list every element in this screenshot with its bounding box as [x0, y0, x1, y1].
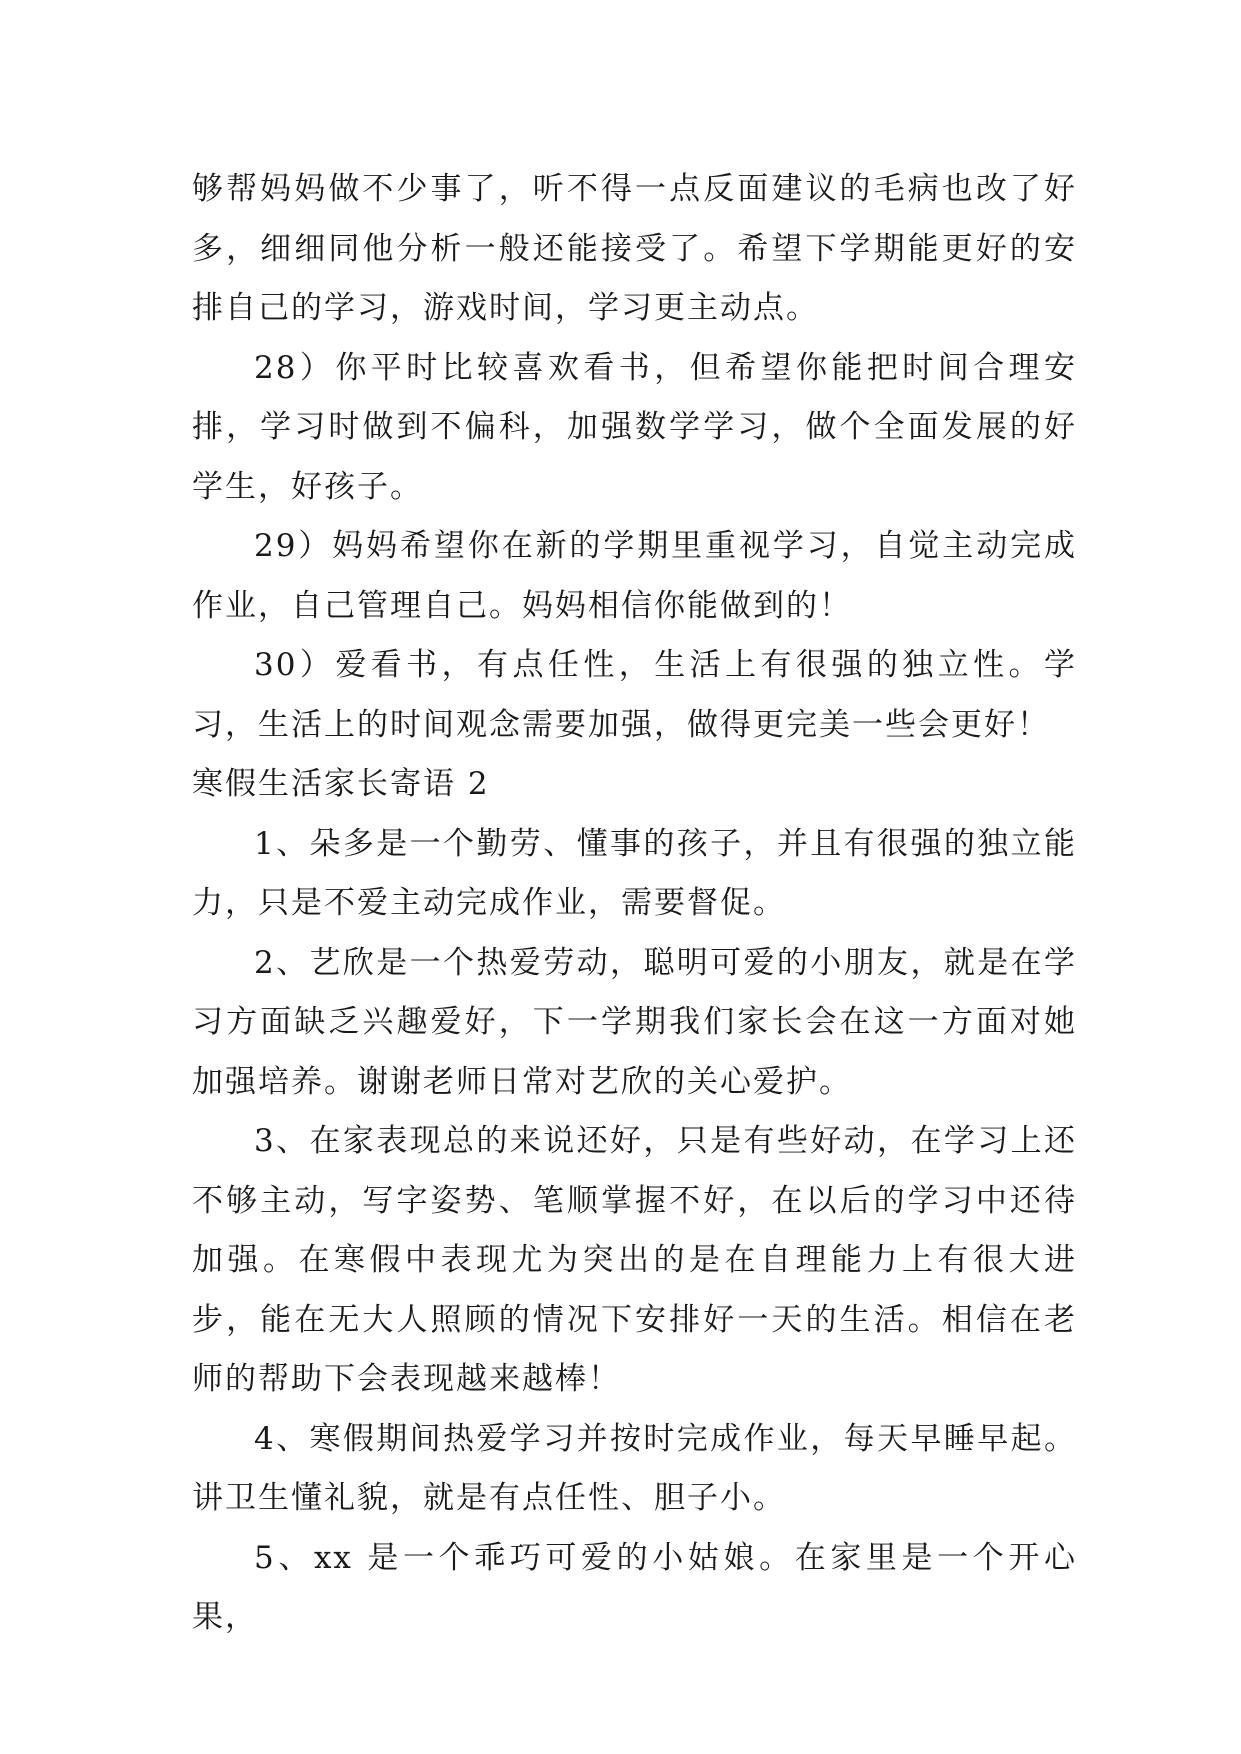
paragraph-item-3: 3、在家表现总的来说还好，只是有些好动，在学习上还不够主动，写字姿势、笔顺掌握不好，在以后的学习中还待加强。在寒假中表现尤为突出的是在自理能力上有很大进步，能在无大人照顾的情况下安排好一天的生活。相信在老师的帮助下会表现越来越棒！ — [192, 1123, 1077, 1397]
paragraph-item-4: 4、寒假期间热爱学习并按时完成作业，每天早睡早起。讲卫生懂礼貌，就是有点任性、胆子小。 — [192, 1420, 1077, 1516]
section-heading: 寒假生活家长寄语 2 — [192, 766, 490, 802]
paragraph-item-30: 30）爱看书，有点任性，生活上有很强的独立性。学习，生活上的时间观念需要加强，做得更完美一些会更好！ — [192, 647, 1077, 743]
document-body — [192, 160, 1077, 1648]
paragraph-item-29: 29）妈妈希望你在新的学期里重视学习，自觉主动完成作业，自己管理自己。妈妈相信你能做到的！ — [192, 528, 1077, 624]
paragraph-item-5: 5、xx 是一个乖巧可爱的小姑娘。在家里是一个开心果， — [192, 1539, 1077, 1635]
paragraph-item-28: 28）你平时比较喜欢看书，但希望你能把时间合理安排，学习时做到不偏科，加强数学学习，做个全面发展的好学生，好孩子。 — [192, 349, 1077, 505]
paragraph-item-2: 2、艺欣是一个热爱劳动，聪明可爱的小朋友，就是在学习方面缺乏兴趣爱好，下一学期我们家长会在这一方面对她加强培养。谢谢老师日常对艺欣的关心爱护。 — [192, 944, 1077, 1100]
paragraph-continued: 够帮妈妈做不少事了，听不得一点反面建议的毛病也改了好多，细细同他分析一般还能接受了。希望下学期能更好的安排自己的学习，游戏时间，学习更主动点。 — [192, 171, 1077, 326]
paragraph-item-1: 1、朵多是一个勤劳、懂事的孩子，并且有很强的独立能力，只是不爱主动完成作业，需要督促。 — [192, 825, 1077, 921]
